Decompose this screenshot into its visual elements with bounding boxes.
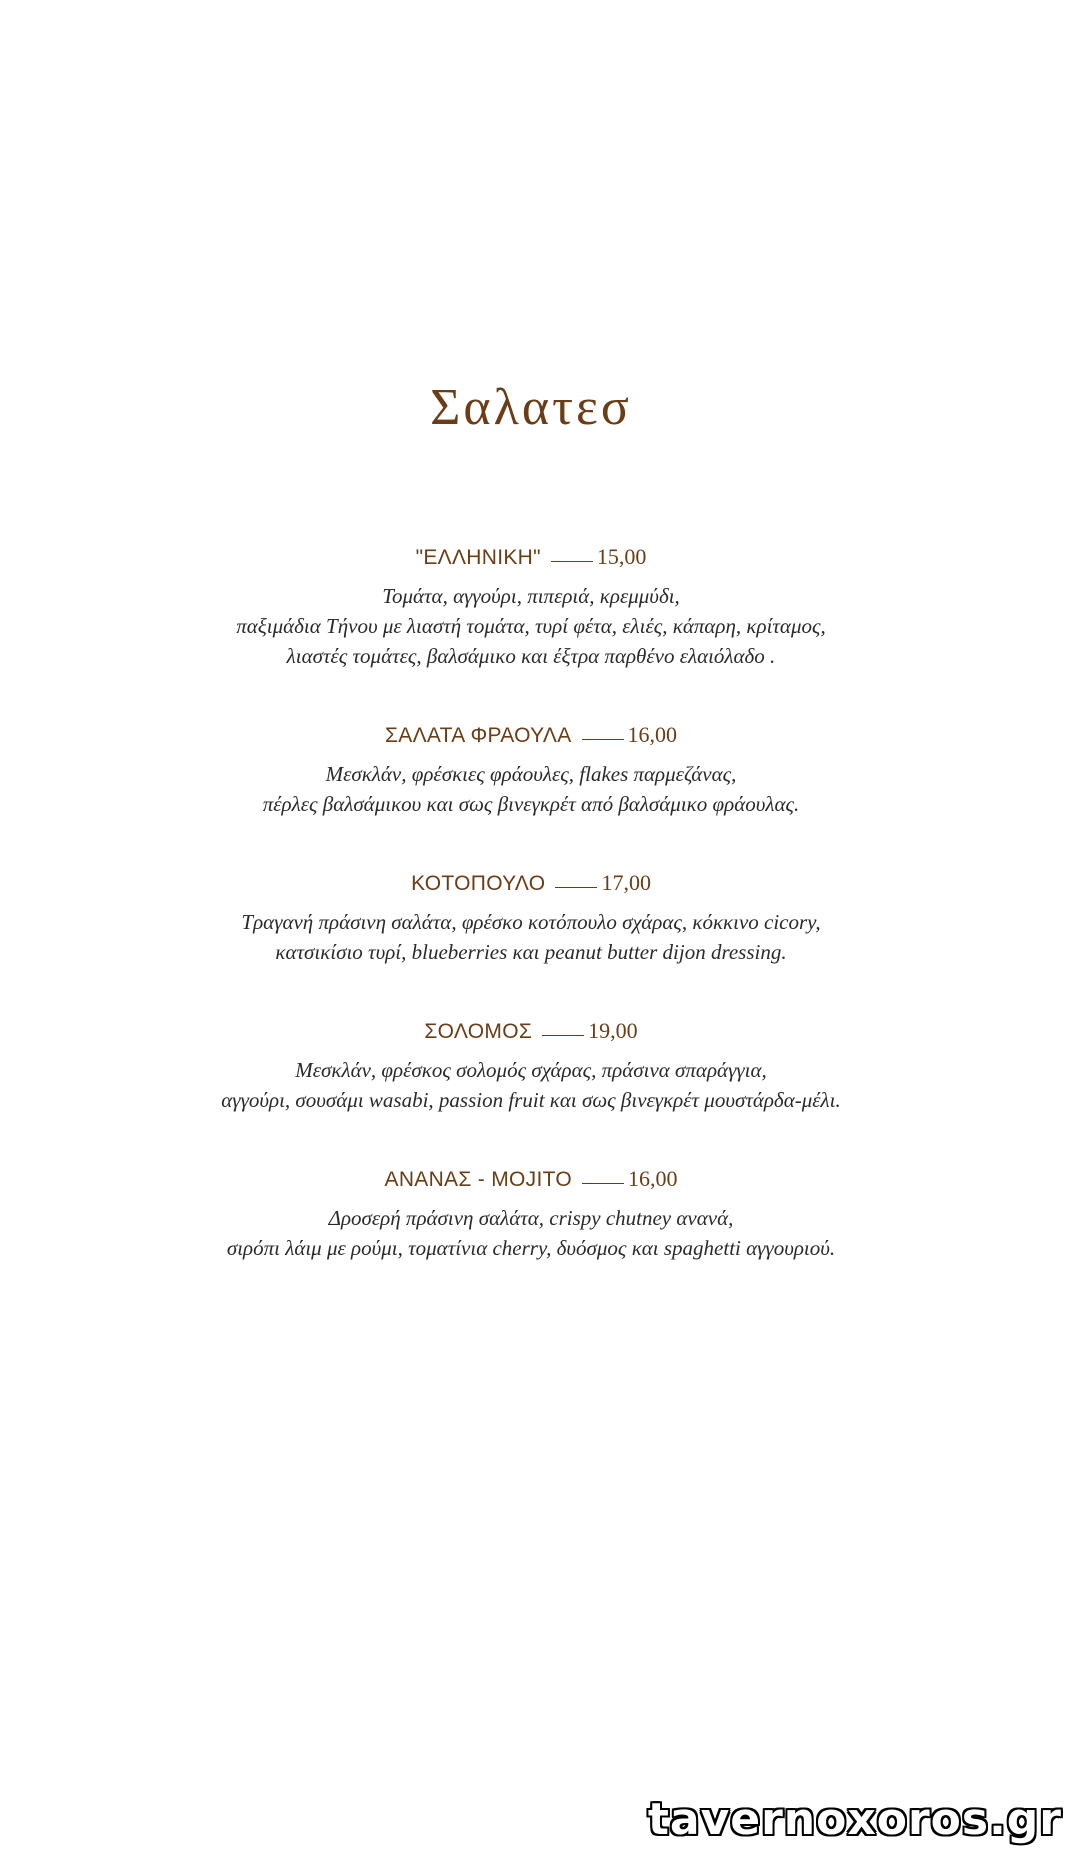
price-leader bbox=[542, 1035, 584, 1036]
description-line: Τραγανή πράσινη σαλάτα, φρέσκο κοτόπουλο σχάρας, κόκκινο cicory, bbox=[241, 910, 821, 934]
menu-item-description bbox=[0, 759, 1062, 819]
description-line: κατσικίσιο τυρί, blueberries και peanut butter dijon dressing. bbox=[275, 940, 787, 964]
menu-item-name: "ΕΛΛΗΝΙΚΗ" bbox=[415, 546, 541, 569]
menu-item-name: ΣΟΛΟΜΟΣ bbox=[424, 1020, 533, 1043]
description-line: αγγούρι, σουσάμι wasabi, passion fruit και σως βινεγκρέτ μουστάρδα-μέλι. bbox=[221, 1088, 841, 1112]
price-leader bbox=[582, 739, 624, 740]
menu-item-price: 17,00 bbox=[601, 870, 651, 895]
menu-item-price: 16,00 bbox=[627, 1166, 678, 1191]
description-line: λιαστές τομάτες, βαλσάμικο και έξτρα παρθένο ελαιόλαδο . bbox=[286, 644, 776, 668]
description-line: Μεσκλάν, φρέσκιες φράουλες, flakes παρμεζάνας, bbox=[325, 762, 737, 786]
menu-item-name: ΚΟΤΟΠΟΥΛΟ bbox=[411, 872, 546, 895]
description-line: Τομάτα, αγγούρι, πιπεριά, κρεμμύδι, bbox=[382, 584, 680, 608]
menu-item-header bbox=[0, 1164, 1062, 1195]
menu-item-price: 16,00 bbox=[627, 722, 678, 747]
price-leader bbox=[551, 561, 593, 562]
menu-item-description bbox=[0, 581, 1062, 671]
menu-item-pineapple-mojito bbox=[0, 1164, 1062, 1263]
description-line: πέρλες βαλσάμικου και σως βινεγκρέτ από βαλσάμικο φράουλας. bbox=[262, 792, 800, 816]
site-watermark: tavernoxoros.gr bbox=[647, 1794, 1062, 1845]
menu-item-price: 19,00 bbox=[588, 1018, 638, 1043]
price-leader bbox=[582, 1183, 624, 1184]
description-line: Μεσκλάν, φρέσκος σολομός σχάρας, πράσινα σπαράγγια, bbox=[295, 1058, 767, 1082]
menu-item-name: ΣΑΛΑΤΑ ΦΡΑΟΥΛΑ bbox=[384, 724, 572, 747]
description-line: σιρόπι λάιμ με ρούμι, τοματίνια cherry, δυόσμος και spaghetti αγγουριού. bbox=[226, 1236, 836, 1260]
price-leader bbox=[555, 887, 597, 888]
menu-item-header bbox=[0, 542, 1062, 573]
menu-item-description bbox=[0, 1055, 1062, 1115]
salad-menu bbox=[0, 542, 1062, 1312]
menu-item-header bbox=[0, 1016, 1062, 1047]
menu-item-strawberry-salad bbox=[0, 720, 1062, 819]
menu-item-elliniki bbox=[0, 542, 1062, 671]
menu-item-header bbox=[0, 720, 1062, 751]
description-line: Δροσερή πράσινη σαλάτα, crispy chutney ανανά, bbox=[328, 1206, 734, 1230]
menu-item-header bbox=[0, 868, 1062, 899]
page-title: Σαλατεσ bbox=[430, 379, 632, 436]
menu-item-name: ΑΝΑΝΑΣ - ΜΟJΙΤΟ bbox=[384, 1168, 572, 1191]
menu-item-salmon bbox=[0, 1016, 1062, 1115]
menu-item-chicken bbox=[0, 868, 1062, 967]
menu-item-price: 15,00 bbox=[596, 544, 647, 569]
description-line: παξιμάδια Τήνου με λιαστή τομάτα, τυρί φέτα, ελιές, κάπαρη, κρίταμος, bbox=[236, 614, 826, 638]
menu-item-description bbox=[0, 1203, 1062, 1263]
menu-item-description bbox=[0, 907, 1062, 967]
